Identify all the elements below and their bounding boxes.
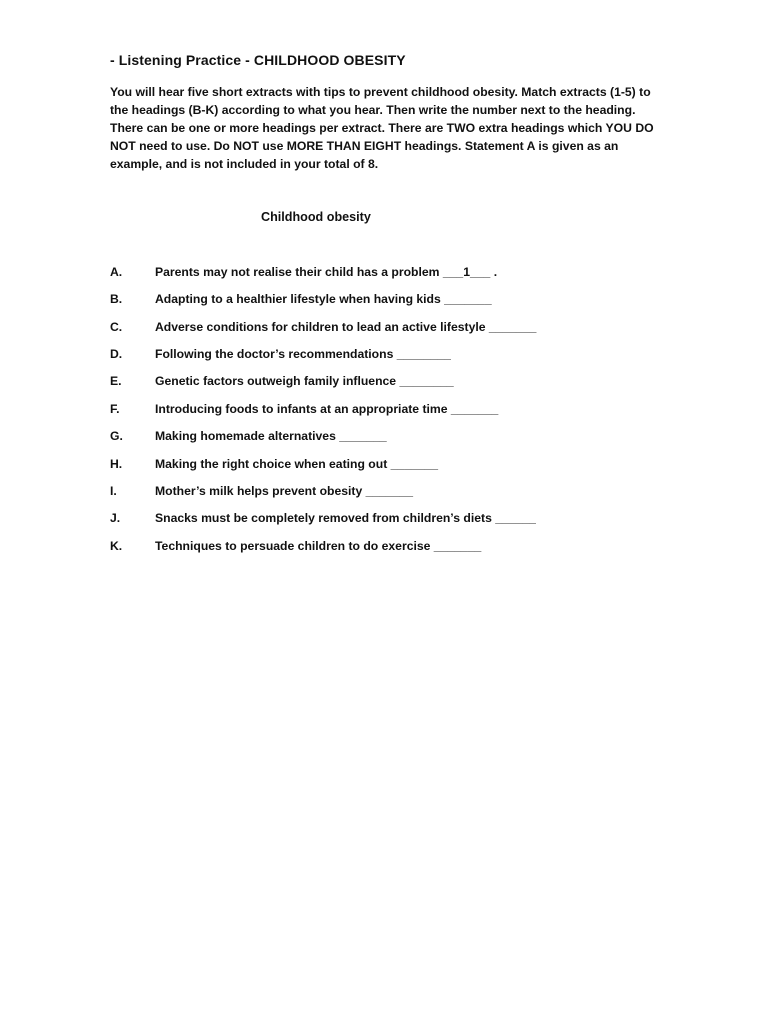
heading-text: Snacks must be completely removed from children’s diets ______ — [155, 511, 536, 525]
heading-item-g — [0, 429, 768, 447]
instructions-paragraph: You will hear five short extracts with tips to prevent childhood obesity. Match extracts (1-5) to the headings (B-K) according to what you hear. Then write the number next to the heading. There can be one or more headings per extract. There are TWO extra headings which YOU DO NOT need to use. Do NOT use MORE THAN EIGHT headings. Statement A is given as an example, and is not included in your total of 8. — [110, 85, 654, 171]
section-subtitle: Childhood obesity — [261, 210, 371, 224]
heading-letter: D. — [110, 347, 123, 361]
heading-item-b — [0, 292, 768, 310]
heading-letter: A. — [110, 265, 123, 279]
heading-text: Following the doctor’s recommendations ________ — [155, 347, 451, 361]
heading-item-f — [0, 402, 768, 420]
heading-text: Genetic factors outweigh family influence ________ — [155, 374, 454, 388]
page-title: - Listening Practice - CHILDHOOD OBESITY — [110, 52, 406, 68]
heading-letter: C. — [110, 320, 123, 334]
heading-letter: H. — [110, 457, 123, 471]
heading-item-k — [0, 539, 768, 557]
heading-item-c — [0, 320, 768, 338]
heading-text: Adapting to a healthier lifestyle when having kids _______ — [155, 292, 492, 306]
heading-letter: E. — [110, 374, 122, 388]
heading-text: Mother’s milk helps prevent obesity _______ — [155, 484, 414, 498]
heading-text: Techniques to persuade children to do exercise _______ — [155, 539, 482, 553]
heading-item-e — [0, 374, 768, 392]
heading-item-j — [0, 511, 768, 529]
heading-letter: G. — [110, 429, 123, 443]
heading-item-i — [0, 484, 768, 502]
heading-letter: F. — [110, 402, 120, 416]
heading-item-h — [0, 457, 768, 475]
heading-item-d — [0, 347, 768, 365]
heading-text: Making the right choice when eating out _______ — [155, 457, 439, 471]
heading-text: Introducing foods to infants at an appropriate time _______ — [155, 402, 499, 416]
heading-letter: I. — [110, 484, 117, 498]
heading-text: Adverse conditions for children to lead an active lifestyle _______ — [155, 320, 537, 334]
heading-text: Making homemade alternatives _______ — [155, 429, 387, 443]
heading-letter: J. — [110, 511, 121, 525]
heading-letter: K. — [110, 539, 123, 553]
heading-item-a — [0, 265, 768, 283]
heading-letter: B. — [110, 292, 123, 306]
heading-text: Parents may not realise their child has a problem ___1___ . — [155, 265, 498, 279]
